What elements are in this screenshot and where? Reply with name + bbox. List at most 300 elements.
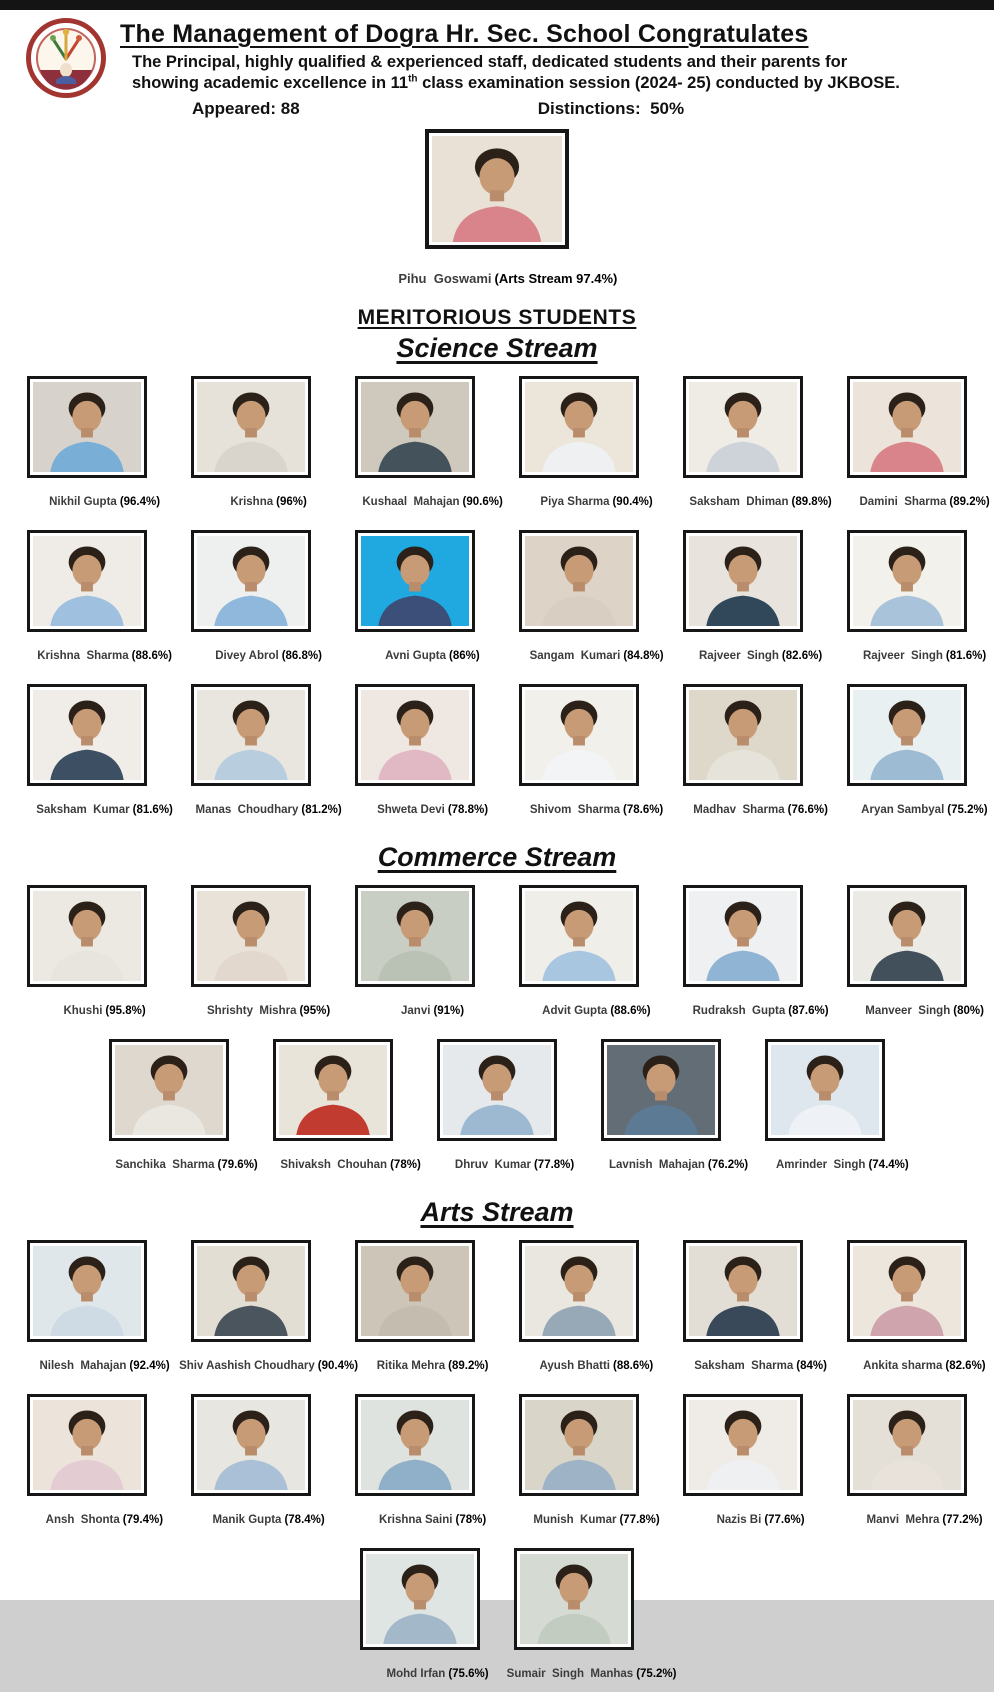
student-name: Amrinder Singh — [776, 1159, 866, 1172]
topper-caption — [377, 256, 618, 301]
student-photo-frame — [519, 530, 639, 632]
photo-row — [0, 530, 994, 674]
student-caption — [11, 1502, 163, 1538]
student-cell — [353, 1394, 487, 1538]
student-percentage: (88.6%) — [612, 1360, 654, 1373]
student-photo — [361, 690, 469, 780]
student-caption — [351, 1656, 488, 1692]
student-caption — [344, 1502, 486, 1538]
student-percentage: (78.6%) — [623, 804, 664, 817]
student-caption — [28, 993, 145, 1029]
student-percentage: (84%) — [796, 1360, 827, 1373]
student-portrait-icon — [361, 690, 469, 780]
student-portrait-icon — [689, 1400, 797, 1490]
student-percentage: (79.6%) — [217, 1159, 258, 1172]
student-percentage: (76.2%) — [707, 1159, 749, 1172]
student-caption — [498, 1502, 660, 1538]
student-photo — [853, 690, 961, 780]
student-portrait-icon — [771, 1045, 879, 1135]
stats-row — [120, 99, 968, 119]
student-photo — [520, 1554, 628, 1644]
student-photo — [689, 382, 797, 472]
student-name: Nazis Bi — [716, 1514, 762, 1527]
student-portrait-icon — [520, 1554, 628, 1644]
student-caption — [574, 1147, 748, 1183]
student-name: Ayush Bhatti — [539, 1360, 610, 1373]
student-percentage: (78.8%) — [447, 804, 489, 817]
student-photo — [279, 1045, 387, 1135]
student-photo — [689, 690, 797, 780]
subtitle — [120, 52, 968, 94]
student-photo — [443, 1045, 551, 1135]
student-portrait-icon — [525, 690, 633, 780]
student-portrait-icon — [361, 1400, 469, 1490]
student-cell — [25, 376, 161, 520]
photo-row — [0, 1394, 994, 1538]
student-percentage: (86.8%) — [281, 650, 322, 663]
student-name: Damini Sharma — [859, 496, 947, 509]
student-photo-frame — [514, 1548, 634, 1650]
student-photo-frame — [191, 1240, 311, 1342]
student-cell — [517, 885, 651, 1029]
student-cell — [845, 1394, 983, 1538]
student-photo — [689, 536, 797, 626]
student-caption — [741, 1147, 908, 1183]
student-photo-frame — [27, 1240, 147, 1342]
student-caption — [659, 1348, 827, 1384]
student-photo — [33, 536, 141, 626]
student-photo — [33, 690, 141, 780]
student-name: Manik Gupta — [212, 1514, 282, 1527]
student-name: Shivaksh Chouhan — [280, 1159, 388, 1172]
student-caption — [245, 1147, 421, 1183]
student-photo — [525, 1246, 633, 1336]
student-name: Krishna — [230, 496, 274, 509]
student-photo-frame — [519, 1394, 639, 1496]
section-title: Commerce Stream — [377, 842, 617, 873]
student-portrait-icon — [525, 1400, 633, 1490]
student-photo-frame — [191, 376, 311, 478]
student-percentage: (96%) — [276, 496, 307, 509]
student-portrait-icon — [33, 382, 141, 472]
student-name: Munish Kumar — [533, 1514, 617, 1527]
student-name: Janvi — [401, 1005, 431, 1018]
student-percentage: (95.8%) — [105, 1005, 146, 1018]
student-name: Rajveer Singh — [699, 650, 779, 663]
student-caption — [420, 1147, 574, 1183]
student-portrait-icon — [33, 690, 141, 780]
photo-row — [0, 1039, 994, 1183]
student-percentage: (77.8%) — [533, 1159, 575, 1172]
student-photo — [771, 1045, 879, 1135]
student-portrait-icon — [432, 136, 562, 242]
student-cell — [681, 1394, 805, 1538]
student-name: Rajveer Singh — [863, 650, 943, 663]
student-photo — [361, 891, 469, 981]
student-photo — [525, 382, 633, 472]
student-percentage: (87.6%) — [788, 1005, 829, 1018]
student-name: Saksham Sharma — [694, 1360, 794, 1373]
student-cell — [179, 1240, 359, 1384]
student-cell — [271, 1039, 421, 1183]
student-photo-frame — [27, 530, 147, 632]
student-name: Shiv Aashish Choudhary — [179, 1360, 315, 1373]
meritorious-students-heading: MERITORIOUS STUDENTS — [357, 306, 637, 330]
student-percentage: (96.4%) — [119, 496, 161, 509]
student-percentage: (86%) — [448, 650, 480, 663]
student-photo-frame — [191, 530, 311, 632]
student-portrait-icon — [689, 536, 797, 626]
student-portrait-icon — [525, 382, 633, 472]
student-name: Ritika Mehra — [376, 1360, 446, 1373]
student-cell — [353, 684, 489, 828]
student-percentage: (89.2%) — [448, 1360, 489, 1373]
student-photo-frame — [519, 885, 639, 987]
student-photo — [525, 1400, 633, 1490]
student-caption — [327, 484, 503, 520]
student-cell — [517, 1240, 654, 1384]
student-portrait-icon — [197, 1246, 305, 1336]
student-photo — [853, 1400, 961, 1490]
student-photo — [361, 1400, 469, 1490]
student-cell — [358, 1548, 489, 1692]
student-photo — [197, 690, 305, 780]
student-caption — [350, 638, 479, 674]
section-title: Science Stream — [396, 333, 598, 364]
student-name: Manas Choudhary — [195, 804, 299, 817]
student-photo-frame — [683, 530, 803, 632]
header-text — [120, 18, 968, 119]
stream-sections — [0, 333, 994, 1692]
student-percentage: (88.6%) — [610, 1005, 651, 1018]
student-portrait-icon — [443, 1045, 551, 1135]
student-cell — [517, 684, 664, 828]
student-percentage: (90.6%) — [462, 496, 503, 509]
student-percentage: (91%) — [433, 1005, 465, 1018]
student-cell — [845, 1240, 986, 1384]
student-caption — [831, 1502, 982, 1538]
student-photo — [197, 1400, 305, 1490]
student-name: Aryan Sambyal — [861, 804, 945, 817]
student-percentage: (81.6%) — [132, 804, 173, 817]
student-percentage: (81.6%) — [945, 650, 987, 663]
student-cell — [189, 376, 313, 520]
student-photo — [197, 382, 305, 472]
student-cell — [189, 530, 322, 674]
page-title: The Management of Dogra Hr. Sec. School Congratulates — [120, 20, 809, 48]
student-name: Rudraksh Gupta — [692, 1005, 786, 1018]
student-caption — [342, 1348, 489, 1384]
student-cell — [845, 684, 988, 828]
student-caption — [658, 792, 828, 828]
student-photo — [525, 536, 633, 626]
student-caption — [507, 993, 650, 1029]
student-name: Advit Gupta — [542, 1005, 608, 1018]
student-percentage: (88.6%) — [131, 650, 172, 663]
student-photo-frame — [847, 885, 967, 987]
school-crest-icon — [26, 18, 106, 98]
student-caption — [828, 638, 986, 674]
student-cell — [681, 530, 823, 674]
student-caption — [160, 792, 341, 828]
student-cell — [517, 376, 653, 520]
student-percentage: (95%) — [299, 1005, 331, 1018]
student-percentage: (77.2%) — [942, 1514, 983, 1527]
student-percentage: (74.4%) — [868, 1159, 909, 1172]
student-percentage: (82.6%) — [945, 1360, 986, 1373]
photo-row — [0, 1240, 994, 1384]
student-percentage: (78.4%) — [284, 1514, 325, 1527]
student-name: Divey Abrol — [215, 650, 279, 663]
student-photo — [525, 891, 633, 981]
student-caption — [472, 1656, 677, 1692]
student-photo — [689, 1246, 797, 1336]
student-photo — [197, 1246, 305, 1336]
student-photo-frame — [847, 1240, 967, 1342]
subtitle-line1: The Principal, highly qualified & experienced staff, dedicated students and their parents for — [132, 53, 848, 71]
student-name: Shivom Sharma — [529, 804, 620, 817]
student-caption — [177, 1502, 324, 1538]
student-photo-frame — [355, 885, 475, 987]
student-name: Ankita sharma — [863, 1360, 943, 1373]
student-cell — [25, 530, 172, 674]
student-cell — [517, 530, 664, 674]
student-portrait-icon — [525, 891, 633, 981]
appeared-count: Appeared: 88 — [192, 99, 300, 119]
student-portrait-icon — [33, 536, 141, 626]
student-name: Nilesh Mahajan — [39, 1360, 127, 1373]
section-title: Arts Stream — [420, 1197, 574, 1228]
student-percentage: (92.4%) — [129, 1360, 170, 1373]
topper-photo-frame — [425, 129, 569, 249]
student-percentage: (78%) — [390, 1159, 421, 1172]
student-photo — [525, 690, 633, 780]
student-photo-frame — [519, 684, 639, 786]
student-name: Manveer Singh — [865, 1005, 951, 1018]
student-cell — [845, 530, 987, 674]
student-caption — [2, 638, 172, 674]
student-photo — [853, 891, 961, 981]
topper-block — [0, 129, 994, 301]
student-cell — [681, 885, 829, 1029]
student-cell — [506, 1548, 677, 1692]
student-caption — [824, 484, 989, 520]
student-cell — [517, 1394, 660, 1538]
student-portrait-icon — [197, 382, 305, 472]
student-photo-frame — [847, 684, 967, 786]
student-cell — [189, 684, 342, 828]
student-caption — [828, 1348, 985, 1384]
student-cell — [189, 885, 331, 1029]
student-photo-frame — [519, 1240, 639, 1342]
student-photo — [115, 1045, 223, 1135]
student-photo-frame — [683, 684, 803, 786]
student-percentage: (90.4%) — [317, 1360, 359, 1373]
student-percentage: (80%) — [953, 1005, 984, 1018]
student-percentage: (90.4%) — [612, 496, 653, 509]
student-percentage: (89.2%) — [949, 496, 990, 509]
student-cell — [25, 1394, 164, 1538]
student-photo-frame — [191, 684, 311, 786]
student-portrait-icon — [689, 382, 797, 472]
photo-row — [0, 376, 994, 520]
student-name: Krishna Sharma — [37, 650, 129, 663]
student-caption — [830, 993, 984, 1029]
student-portrait-icon — [197, 536, 305, 626]
student-cell — [435, 1039, 575, 1183]
student-portrait-icon — [361, 891, 469, 981]
student-portrait-icon — [361, 536, 469, 626]
student-photo — [33, 1400, 141, 1490]
header — [0, 10, 994, 119]
student-cell — [681, 684, 828, 828]
student-percentage: (82.6%) — [781, 650, 823, 663]
student-cell — [681, 376, 832, 520]
student-portrait-icon — [279, 1045, 387, 1135]
student-portrait-icon — [853, 1246, 961, 1336]
student-name: Mohd Irfan — [386, 1668, 446, 1681]
student-photo-frame — [355, 530, 475, 632]
student-cell — [25, 885, 149, 1029]
student-name: Manvi Mehra — [866, 1514, 940, 1527]
student-cell — [845, 376, 990, 520]
distinctions-percentage: Distinctions: 50% — [537, 99, 685, 119]
student-name: Ansh Shonta — [45, 1514, 120, 1527]
student-photo-frame — [683, 885, 803, 987]
student-caption — [366, 993, 464, 1029]
student-photo-frame — [109, 1039, 229, 1141]
student-portrait-icon — [689, 690, 797, 780]
student-photo-frame — [601, 1039, 721, 1141]
student-percentage: (77.8%) — [619, 1514, 660, 1527]
student-photo — [689, 891, 797, 981]
student-photo-frame — [683, 376, 803, 478]
student-photo-frame — [437, 1039, 557, 1141]
student-caption — [826, 792, 987, 828]
student-photo-frame — [273, 1039, 393, 1141]
student-portrait-icon — [197, 690, 305, 780]
student-caption — [14, 484, 160, 520]
student-caption — [494, 638, 663, 674]
student-cell — [353, 1240, 489, 1384]
student-caption — [342, 792, 488, 828]
student-caption — [1, 792, 173, 828]
student-caption — [144, 1348, 358, 1384]
student-photo — [853, 536, 961, 626]
student-photo-frame — [519, 376, 639, 478]
top-black-bar — [0, 0, 994, 10]
student-portrait-icon — [853, 536, 961, 626]
subtitle-superscript: th — [408, 73, 418, 85]
student-photo-frame — [27, 1394, 147, 1496]
photo-row — [0, 1548, 994, 1692]
student-photo-frame — [765, 1039, 885, 1141]
student-caption — [495, 792, 664, 828]
student-cell — [353, 530, 480, 674]
student-photo-frame — [355, 684, 475, 786]
student-caption — [172, 993, 330, 1029]
student-name: Shweta Devi — [377, 804, 445, 817]
student-caption — [505, 1348, 654, 1384]
student-photo-frame — [355, 376, 475, 478]
student-caption — [664, 638, 822, 674]
student-cell — [189, 1394, 325, 1538]
subtitle-line2-post: class examination session (2024- 25) conducted by JKBOSE. — [417, 74, 900, 93]
student-name: Saksham Dhiman — [689, 496, 789, 509]
student-caption — [657, 993, 828, 1029]
student-photo — [366, 1554, 474, 1644]
student-name: Madhav Sharma — [693, 804, 785, 817]
student-cell — [25, 684, 173, 828]
student-photo — [197, 891, 305, 981]
student-portrait-icon — [33, 891, 141, 981]
student-name: Sangam Kumari — [529, 650, 621, 663]
topper-percentage: (Arts Stream 97.4%) — [494, 271, 618, 287]
student-photo — [361, 382, 469, 472]
student-name: Sumair Singh Manhas — [506, 1668, 634, 1681]
student-portrait-icon — [197, 1400, 305, 1490]
student-percentage: (81.2%) — [301, 804, 342, 817]
student-name: Shrishty Mishra — [207, 1005, 297, 1018]
student-name: Sanchika Sharma — [115, 1159, 215, 1172]
student-name: Nikhil Gupta — [49, 496, 117, 509]
student-caption — [195, 484, 307, 520]
student-portrait-icon — [853, 690, 961, 780]
student-percentage: (75.2%) — [947, 804, 988, 817]
student-name: Lavnish Mahajan — [609, 1159, 705, 1172]
student-photo-frame — [191, 1394, 311, 1496]
student-portrait-icon — [33, 1246, 141, 1336]
student-percentage: (77.6%) — [764, 1514, 805, 1527]
student-portrait-icon — [361, 1246, 469, 1336]
student-photo-frame — [847, 530, 967, 632]
student-percentage: (75.2%) — [636, 1668, 677, 1681]
student-caption — [505, 484, 652, 520]
student-portrait-icon — [366, 1554, 474, 1644]
student-cell — [353, 885, 477, 1029]
student-name: Piya Sharma — [540, 496, 610, 509]
student-caption — [80, 1147, 258, 1183]
school-logo — [26, 18, 106, 98]
student-name: Avni Gupta — [385, 650, 446, 663]
student-portrait-icon — [853, 1400, 961, 1490]
topper-photo — [432, 136, 562, 242]
student-portrait-icon — [33, 1400, 141, 1490]
student-percentage: (79.4%) — [122, 1514, 164, 1527]
student-photo — [361, 536, 469, 626]
student-photo-frame — [355, 1240, 475, 1342]
student-caption — [654, 484, 832, 520]
student-photo — [853, 1246, 961, 1336]
student-photo-frame — [360, 1548, 480, 1650]
student-portrait-icon — [853, 382, 961, 472]
student-caption — [681, 1502, 804, 1538]
student-photo — [853, 382, 961, 472]
student-photo — [33, 1246, 141, 1336]
student-percentage: (76.6%) — [787, 804, 828, 817]
student-caption — [180, 638, 322, 674]
student-photo — [33, 891, 141, 981]
student-cell — [681, 1240, 827, 1384]
student-photo-frame — [27, 885, 147, 987]
student-name: Kushaal Mahajan — [362, 496, 460, 509]
student-photo — [197, 536, 305, 626]
student-name: Saksham Kumar — [36, 804, 130, 817]
student-photo — [607, 1045, 715, 1135]
student-portrait-icon — [607, 1045, 715, 1135]
photo-row — [0, 684, 994, 828]
student-photo-frame — [191, 885, 311, 987]
